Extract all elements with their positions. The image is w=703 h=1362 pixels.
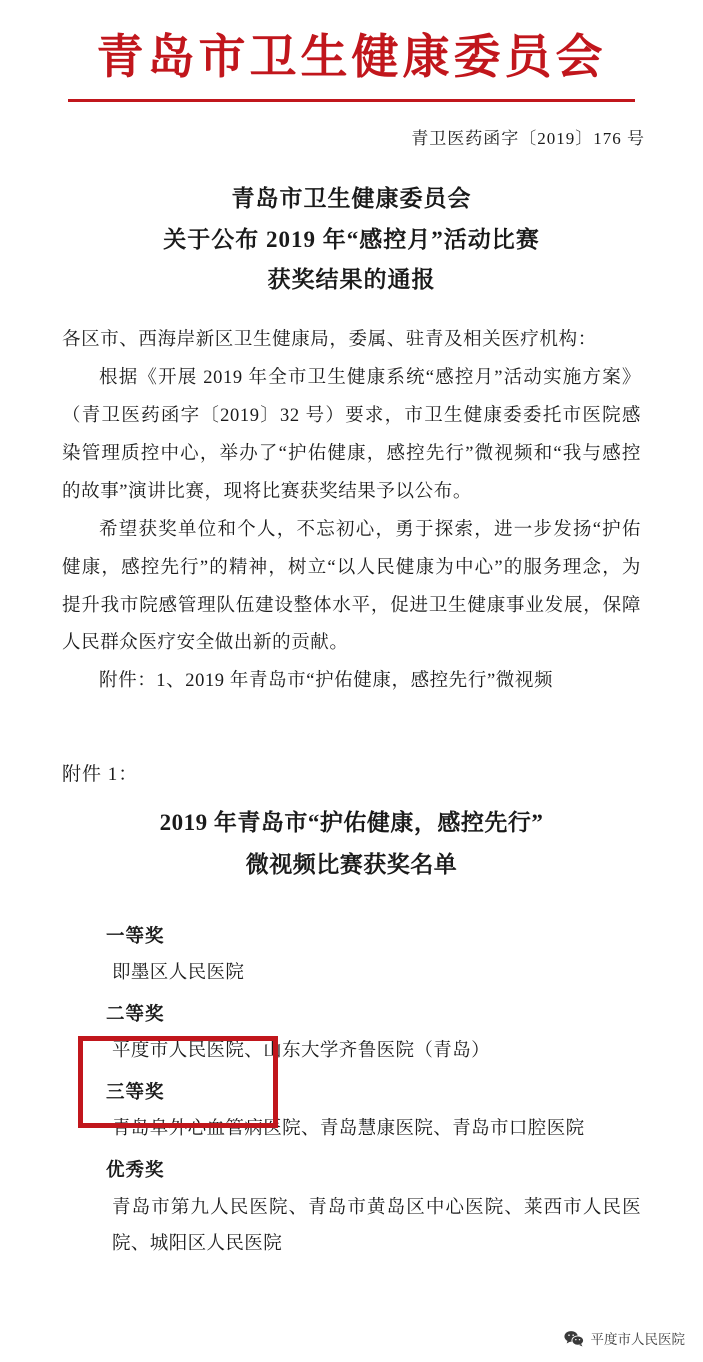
- award-level: 二等奖: [106, 1005, 165, 1026]
- salutation: 各区市、西海岸新区卫生健康局，委属、驻青及相关医疗机构：: [62, 330, 597, 351]
- award-names: 青岛阜外心血管病医院、青岛慧康医院、青岛市口腔医院: [112, 1119, 585, 1140]
- award-group: [106, 997, 641, 1069]
- award-names: 青岛市第九人民医院、青岛市黄岛区中心医院、莱西市人民医院、城阳区人民医院: [112, 1197, 641, 1254]
- attachment-title-line-1: 2019 年青岛市“护佑健康，感控先行”: [159, 810, 544, 836]
- body-paragraph-2: 希望获奖单位和个人，不忘初心，勇于探索，进一步发扬“护佑健康，感控先行”的精神，树立“以人民健康为中心”的服务理念，为提升我市院感管理队伍建设整体水平，促进卫生健康事业发展，保障人民群众医疗安全做出新的贡献。: [62, 519, 641, 654]
- award-level: 优秀奖: [106, 1161, 165, 1182]
- footer-brand-label: 平度市人民医院: [590, 1332, 685, 1347]
- attachment-title-line-2: 微视频比赛获奖名单: [245, 851, 458, 877]
- document-title-line-1: 青岛市卫生健康委员会: [231, 186, 472, 212]
- document-title: [0, 179, 703, 300]
- award-group: [106, 1153, 641, 1261]
- document-number: 青卫医药函字〔2019〕176 号: [411, 129, 645, 149]
- masthead-title: 青岛市卫生健康委员会: [96, 32, 607, 84]
- award-level: 三等奖: [106, 1083, 165, 1104]
- document-title-line-3: 获奖结果的通报: [267, 266, 436, 292]
- award-list: [0, 919, 703, 1262]
- wechat-icon: [564, 1330, 584, 1347]
- masthead: [0, 0, 703, 102]
- body-paragraph-1: 根据《开展 2019 年全市卫生健康系统“感控月”活动实施方案》（青卫医药函字〔2019〕32 号）要求，市卫生健康委委托市医院感染管理质控中心，举办了“护佑健康，感控先行”微视频和“我与感控的故事”演讲比赛，现将比赛获奖结果予以公布。: [62, 368, 641, 502]
- attachment-label: 附件 1：: [62, 764, 139, 786]
- award-group: [106, 919, 641, 991]
- award-names: 即墨区人民医院: [112, 963, 245, 984]
- award-group: [106, 1075, 641, 1147]
- document-title-line-2: 关于公布 2019 年“感控月”活动比赛: [163, 226, 540, 252]
- award-names: 平度市人民医院、山东大学齐鲁医院（青岛）: [112, 1041, 491, 1062]
- attachment-reference: 附件：1、2019 年青岛市“护佑健康，感控先行”微视频: [99, 671, 554, 692]
- attachment-title: [0, 802, 703, 885]
- footer-brand: [564, 1328, 686, 1348]
- award-level: 一等奖: [106, 927, 165, 948]
- document-body: [0, 322, 703, 701]
